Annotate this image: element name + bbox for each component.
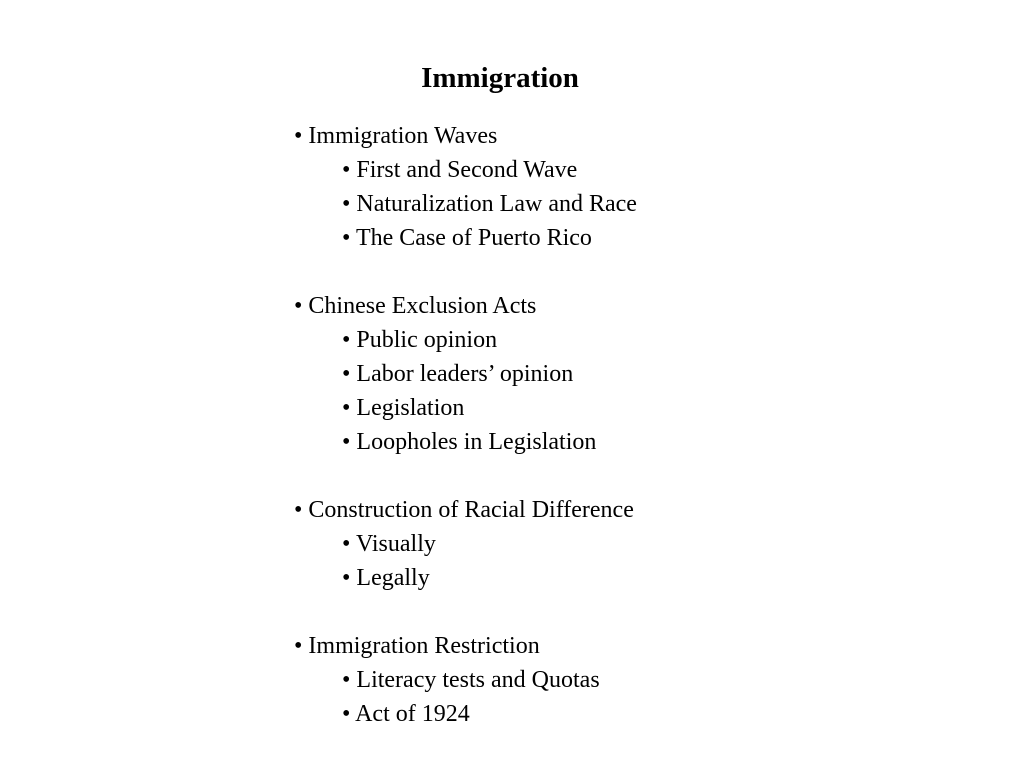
list-item: • Literacy tests and Quotas [342, 667, 600, 693]
list-item: • Act of 1924 [342, 701, 470, 727]
list-item: • Labor leaders’ opinion [342, 361, 574, 387]
sub-list [294, 153, 637, 255]
section-heading: • Chinese Exclusion Acts [294, 293, 537, 319]
outline-section [294, 289, 637, 459]
sub-list [294, 663, 637, 731]
list-item: • Visually [342, 531, 436, 557]
outline-list [294, 119, 637, 765]
outline-section [294, 629, 637, 731]
list-item: • Legally [342, 565, 430, 591]
sub-list [294, 527, 637, 595]
list-item: • Loopholes in Legislation [342, 429, 597, 455]
list-item: • The Case of Puerto Rico [342, 225, 592, 251]
list-item: • First and Second Wave [342, 157, 578, 183]
outline-section [294, 493, 637, 595]
section-heading: • Construction of Racial Difference [294, 497, 634, 523]
outline-section [294, 119, 637, 255]
list-item: • Legislation [342, 395, 465, 421]
list-item: • Naturalization Law and Race [342, 191, 637, 217]
section-heading: • Immigration Restriction [294, 633, 540, 659]
section-heading: • Immigration Waves [294, 123, 498, 149]
sub-list [294, 323, 637, 459]
slide-title: Immigration [421, 62, 579, 94]
list-item: • Public opinion [342, 327, 498, 353]
